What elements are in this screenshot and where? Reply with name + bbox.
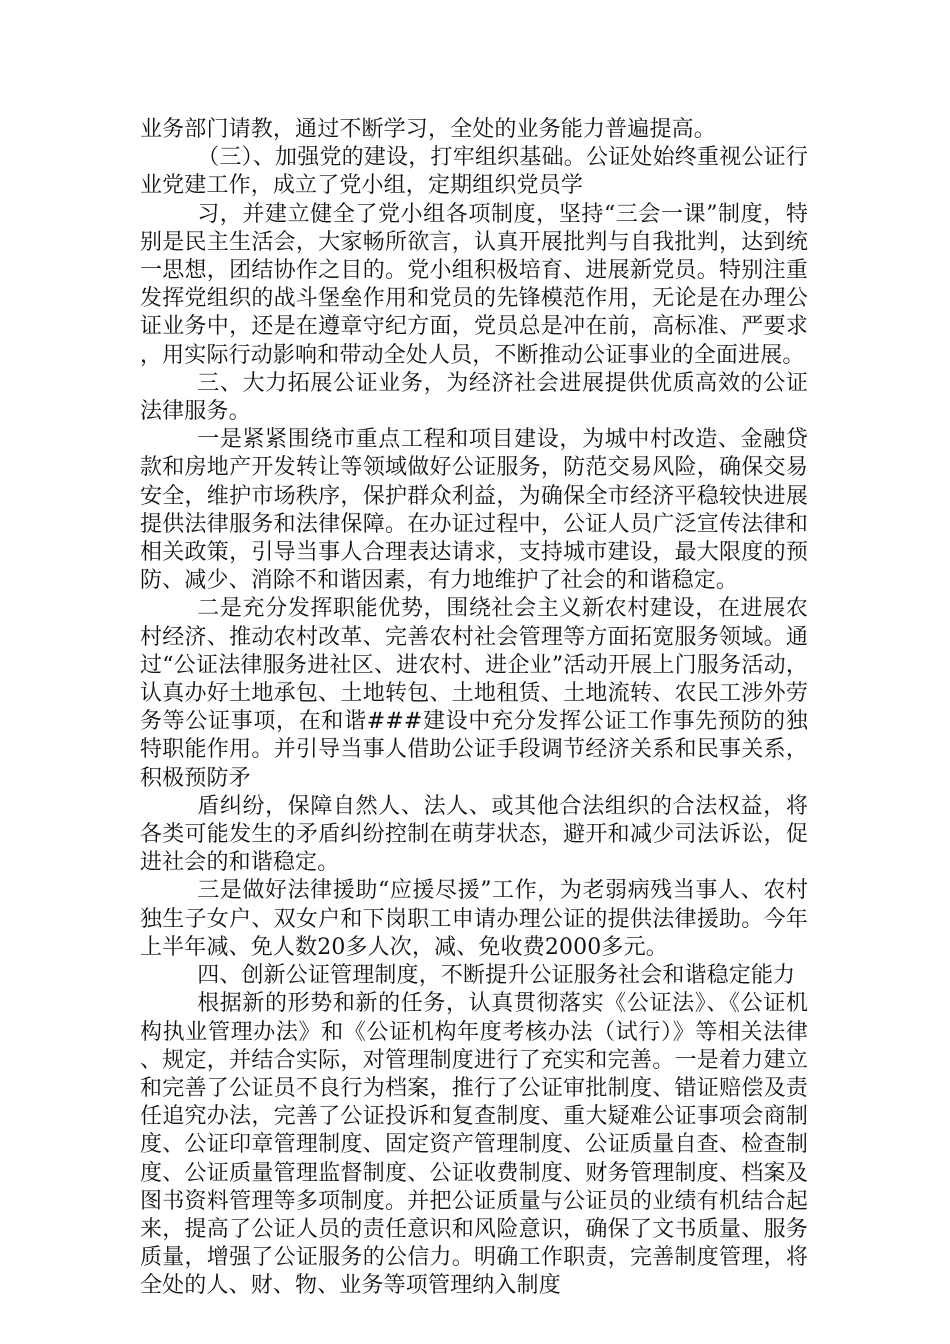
paragraph-6: 二是充分发挥职能优势，围绕社会主义新农村建设，在进展农村经济、推动农村改革、完善农村社会管理等方面拓宽服务领域。通过“公证法律服务进社区、进农村、进企业”活动开展上门服务活动，认真办好土地承包、土地转包、土地租赁、土地流转、农民工涉外劳务等公证事项，在和谐###建设中充分发挥公证工作事先预防的独特职能作用。并引导当事人借助公证手段调节经济关系和民事关系，积极预防矛 (140, 596, 808, 791)
paragraph-9: 四、创新公证管理制度，不断提升公证服务社会和谐稳定能力 (197, 963, 796, 989)
paragraph-2: （三）、加强党的建设，打牢组织基础。公证处始终重视公证行业党建工作，成立了党小组，定期组织党员学 (140, 145, 808, 199)
paragraph-10: 根据新的形势和新的任务，认真贯彻落实《公证法》、《公证机构执业管理办法》和《公证机构年度考核办法（试行）》等相关法律、规定，并结合实际，对管理制度进行了充实和完善。一是着力建立和完善了公证员不良行为档案，推行了公证审批制度、错证赔偿及责任追究办法，完善了公证投诉和复查制度、重大疑难公证事项会商制度、公证印章管理制度、固定资产管理制度、公证质量自查、检查制度、公证质量管理监督制度、公证收费制度、财务管理制度、档案及图书资料管理等多项制度。并把公证质量与公证员的业绩有机结合起来，提高了公证人员的责任意识和风险意识，确保了文书质量、服务质量，增强了公证服务的公信力。明确工作职责，完善制度管理，将全处的人、财、物、业务等项管理纳入制度 (140, 991, 808, 1299)
paragraph-4: 三、大力拓展公证业务，为经济社会进展提供优质高效的公证法律服务。 (140, 370, 808, 425)
paragraph-1: 业务部门请教，通过不断学习，全处的业务能力普遍提高。 (140, 117, 716, 142)
paragraph-8: 三是做好法律援助“应援尽援”工作，为老弱病残当事人、农村独生子女户、双女户和下岗职工申请办理公证的提供法律援助。今年上半年减、免人数20多人次，减、免收费2000多元。 (140, 878, 808, 960)
paragraph-7: 盾纠纷，保障自然人、法人、或其他合法组织的合法权益，将各类可能发生的矛盾纠纷控制在萌芽状态，避开和减少司法诉讼，促进社会的和谐稳定。 (140, 793, 808, 876)
paragraph-5: 一是紧紧围绕市重点工程和项目建设，为城中村改造、金融贷款和房地产开发转让等领域做好公证服务，防范交易风险，确保交易安全，维护市场秩序，保护群众利益，为确保全市经济平稳较快进展提供法律服务和法律保障。在办证过程中，公证人员广泛宣传法律和相关政策，引导当事人合理表达请求，支持城市建设，最大限度的预防、减少、消除不和谐因素，有力地维护了社会的和谐稳定。 (140, 427, 808, 594)
document-page (140, 116, 808, 1301)
paragraph-3: 习，并建立健全了党小组各项制度，坚持“三会一课”制度，特别是民主生活会，大家畅所欲言，认真开展批判与自我批判，达到统一思想，团结协作之目的。党小组积极培育、进展新党员。特别注重发挥党组织的战斗堡垒作用和党员的先锋模范作用，无论是在办理公证业务中，还是在遵章守纪方面，党员总是冲在前，高标准、严要求，用实际行动影响和带动全处人员，不断推动公证事业的全面进展。 (140, 201, 808, 368)
